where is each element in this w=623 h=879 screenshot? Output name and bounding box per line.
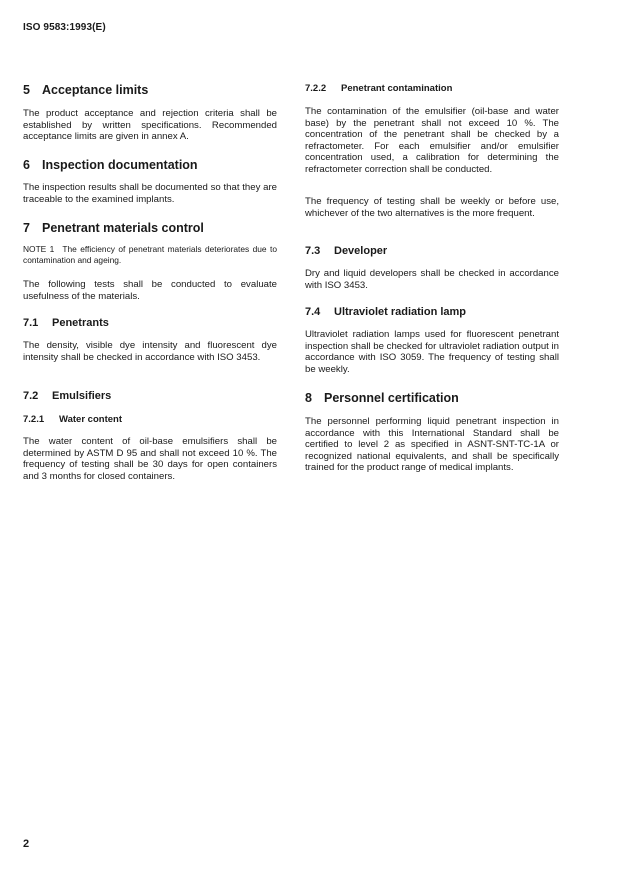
- section-number: 7.2.1: [23, 414, 45, 425]
- section-number: 6: [23, 158, 30, 172]
- section-7-text: The following tests shall be conducted to evaluate usefulness of the materials.: [23, 279, 277, 302]
- section-number: 7.3: [305, 245, 321, 257]
- section-7-2-2-text-2: The frequency of testing shall be weekly or before use, whichever of the two alternatives is the more frequent.: [305, 196, 559, 219]
- section-title: Penetrants: [52, 317, 109, 329]
- section-heading-7-4: [305, 305, 559, 319]
- note-1: [23, 244, 277, 266]
- section-number: 7.4: [305, 306, 321, 318]
- section-7-3-text: Dry and liquid developers shall be checked in accordance with ISO 3453.: [305, 268, 559, 291]
- section-heading-7-2-1: [23, 414, 277, 426]
- section-heading-7-2: [23, 389, 277, 403]
- section-5-text: The product acceptance and rejection criteria shall be established by written specifications. Recommended acceptance limits are given in annex A.: [23, 108, 277, 143]
- section-title: Acceptance limits: [42, 83, 149, 97]
- section-8-text: The personnel performing liquid penetrant inspection in accordance with this International Standard shall be certified to level 2 as specified in ASNT-SNT-TC-1A or recognized national equivalents, and shall be specifically trained for the product range of medical implants.: [305, 416, 559, 474]
- section-7-1-text: The density, visible dye intensity and fluorescent dye intensity shall be checked in accordance with ISO 3453.: [23, 340, 277, 363]
- section-heading-7-1: [23, 316, 277, 330]
- section-title: Personnel certification: [324, 391, 459, 405]
- section-title: Developer: [334, 245, 388, 257]
- section-title: Penetrant materials control: [42, 221, 204, 235]
- section-title: Emulsifiers: [52, 390, 112, 402]
- section-title: Water content: [59, 414, 122, 425]
- section-heading-7-3: [305, 244, 559, 258]
- section-7-2-1-text: The water content of oil-base emulsifiers shall be determined by ASTM D 95 and shall not exceed 10 %. The frequency of testing shall be 30 days for open containers and 3 months for closed containers.: [23, 436, 277, 482]
- section-7-2-2-text-1: The contamination of the emulsifier (oil-base and water base) by the penetrant shall not exceed 10 %. The concentration of the penetrant shall be checked by a refractometer. For each emulsifier and/or emulsifier concentration used, a calibration for determining the refractometer correction shall be conducted.: [305, 106, 559, 175]
- document-id-header: ISO 9583:1993(E): [23, 22, 106, 33]
- section-heading-6: [23, 158, 277, 173]
- section-title: Inspection documentation: [42, 158, 198, 172]
- section-title: Penetrant contamination: [341, 83, 453, 94]
- section-heading-7: [23, 221, 277, 236]
- note-label: NOTE 1: [23, 244, 55, 254]
- section-7-4-text: Ultraviolet radiation lamps used for fluorescent penetrant inspection shall be checked for ultraviolet radiation output in accordance with ISO 3059. The frequency of testing shall be weekly.: [305, 329, 559, 375]
- section-heading-5: [23, 83, 277, 98]
- note-text: The efficiency of penetrant materials deteriorates due to contamination and ageing.: [23, 244, 277, 265]
- section-title: Ultraviolet radiation lamp: [334, 306, 467, 318]
- section-number: 5: [23, 83, 30, 97]
- page-number: 2: [23, 838, 30, 850]
- section-heading-8: [305, 391, 559, 406]
- section-number: 8: [305, 391, 312, 405]
- section-number: 7: [23, 221, 30, 235]
- section-number: 7.2.2: [305, 83, 327, 94]
- section-number: 7.1: [23, 317, 39, 329]
- section-6-text: The inspection results shall be documented so that they are traceable to the examined implants.: [23, 182, 277, 205]
- section-heading-7-2-2: [305, 83, 559, 95]
- section-number: 7.2: [23, 390, 39, 402]
